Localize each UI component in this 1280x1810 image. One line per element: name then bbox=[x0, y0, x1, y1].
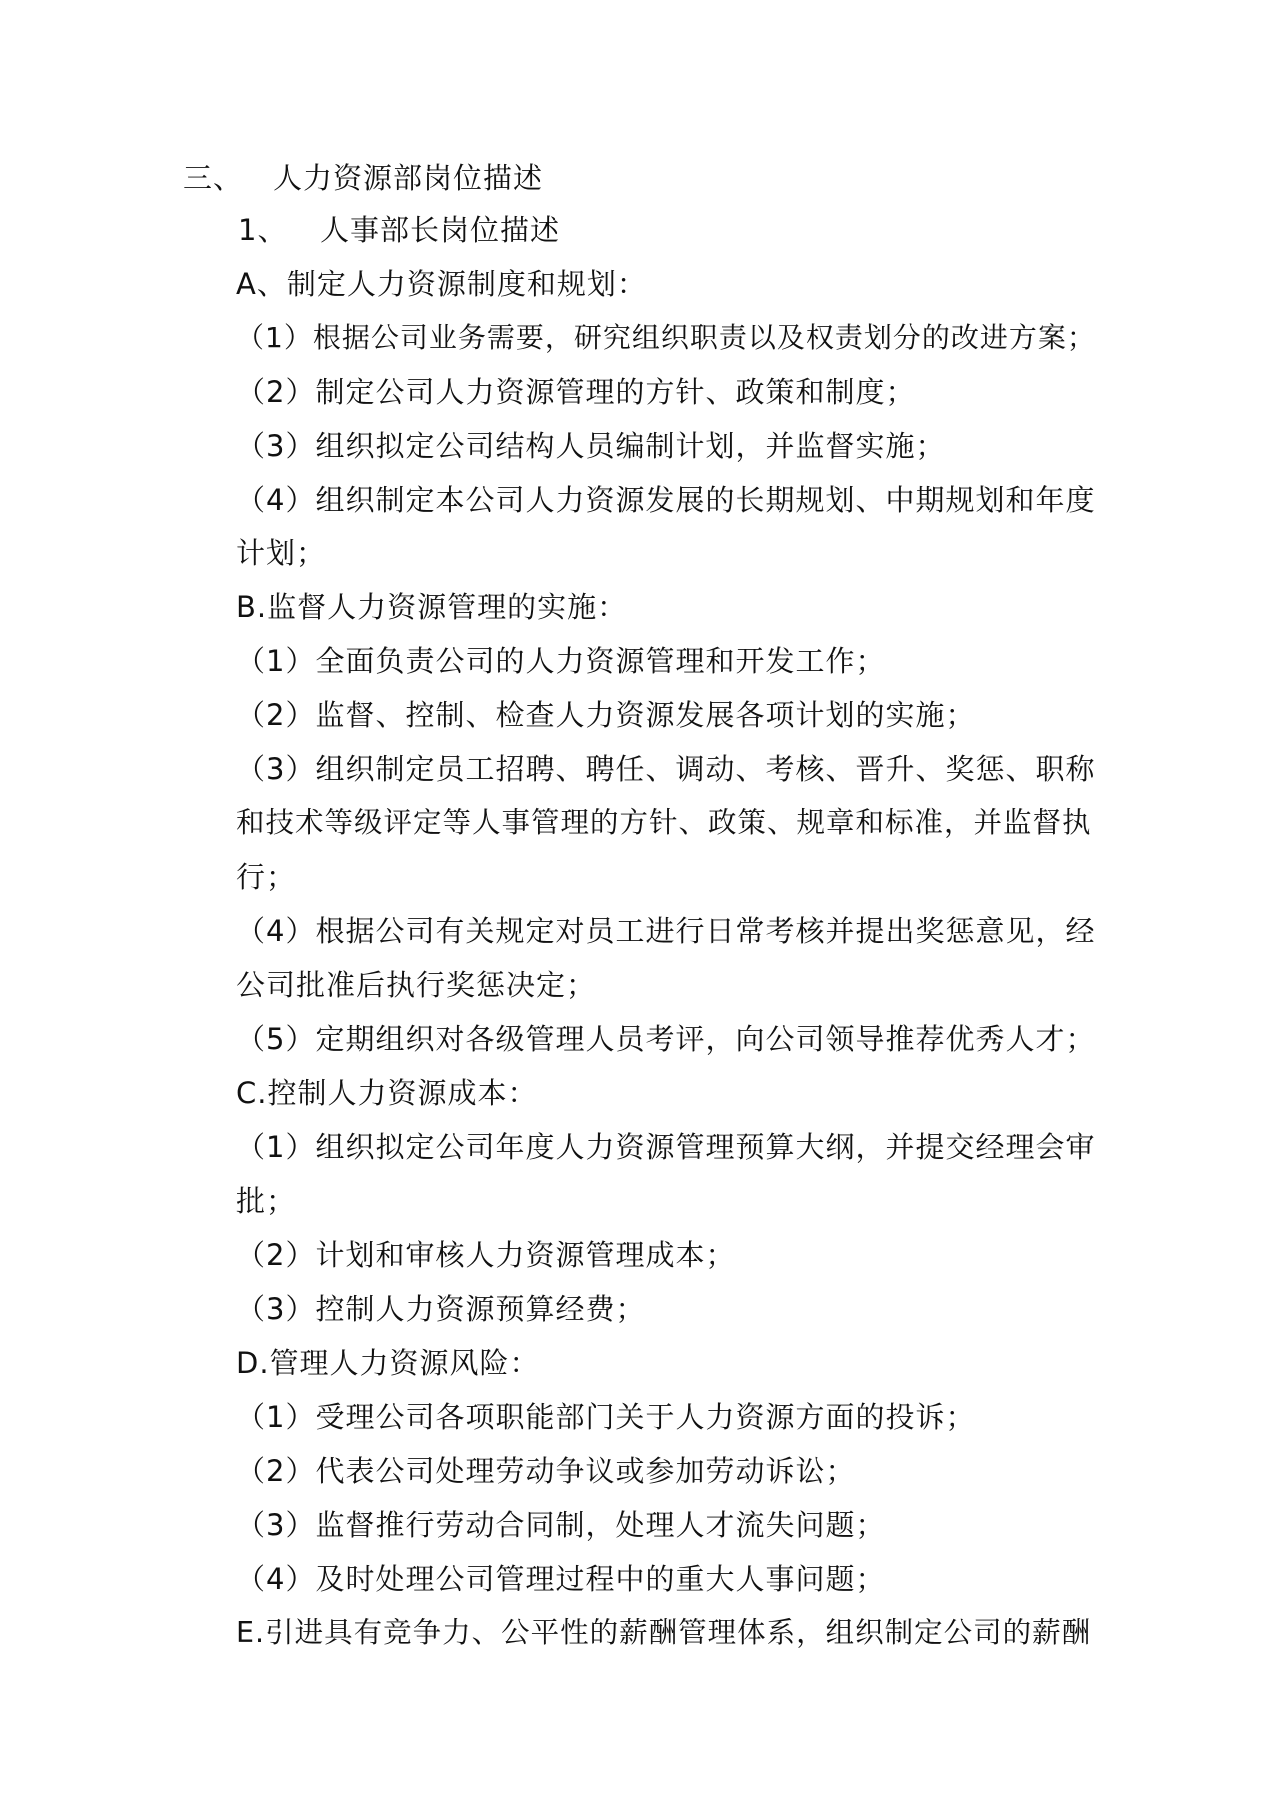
heading-e: E.引进具有竞争力、公平性的薪酬管理体系，组织制定公司的薪酬 bbox=[236, 1616, 1092, 1649]
list-item: （3）组织制定员工招聘、聘任、调动、考核、晋升、奖惩、职称 bbox=[236, 752, 1096, 786]
list-item: （1）受理公司各项职能部门关于人力资源方面的投诉； bbox=[236, 1400, 976, 1434]
heading-a: A、制定人力资源制度和规划： bbox=[236, 267, 647, 301]
section-number: 三、 bbox=[183, 161, 244, 195]
list-item: （2）计划和审核人力资源管理成本； bbox=[236, 1238, 736, 1272]
heading-c: C.控制人力资源成本： bbox=[236, 1076, 538, 1110]
list-item-continuation: 行； bbox=[236, 860, 297, 894]
list-item: （4）根据公司有关规定对员工进行日常考核并提出奖惩意见，经 bbox=[236, 914, 1096, 948]
subsection-heading bbox=[238, 210, 560, 250]
section-heading bbox=[183, 158, 543, 198]
list-item: （4）及时处理公司管理过程中的重大人事问题； bbox=[236, 1562, 886, 1596]
list-item: （3）控制人力资源预算经费； bbox=[236, 1292, 646, 1326]
list-item: （2）监督、控制、检查人力资源发展各项计划的实施； bbox=[236, 698, 976, 732]
heading-b: B.监督人力资源管理的实施： bbox=[236, 590, 628, 624]
subsection-number: 1、 bbox=[238, 213, 288, 247]
list-item: （3）组织拟定公司结构人员编制计划，并监督实施； bbox=[236, 429, 946, 463]
list-item: （1）全面负责公司的人力资源管理和开发工作； bbox=[236, 644, 886, 678]
subsection-title: 人事部长岗位描述 bbox=[320, 213, 561, 247]
list-item-continuation: 批； bbox=[236, 1184, 297, 1218]
list-item: （4）组织制定本公司人力资源发展的长期规划、中期规划和年度 bbox=[236, 483, 1096, 517]
list-item-continuation: 计划； bbox=[236, 536, 327, 570]
list-item-continuation: 公司批准后执行奖惩决定； bbox=[236, 968, 597, 1002]
heading-d: D.管理人力资源风险： bbox=[236, 1346, 540, 1380]
section-title: 人力资源部岗位描述 bbox=[273, 161, 544, 195]
list-item: （3）监督推行劳动合同制，处理人才流失问题； bbox=[236, 1508, 886, 1542]
list-item: （5）定期组织对各级管理人员考评，向公司领导推荐优秀人才； bbox=[236, 1022, 1096, 1056]
list-item: （2）代表公司处理劳动争议或参加劳动诉讼； bbox=[236, 1454, 856, 1488]
list-item: （2）制定公司人力资源管理的方针、政策和制度； bbox=[236, 375, 916, 409]
list-item: （1）根据公司业务需要，研究组织职责以及权责划分的改进方案； bbox=[236, 321, 1096, 354]
list-item-continuation: 和技术等级评定等人事管理的方针、政策、规章和标准，并监督执 bbox=[236, 806, 1092, 839]
list-item: （1）组织拟定公司年度人力资源管理预算大纲，并提交经理会审 bbox=[236, 1130, 1096, 1164]
